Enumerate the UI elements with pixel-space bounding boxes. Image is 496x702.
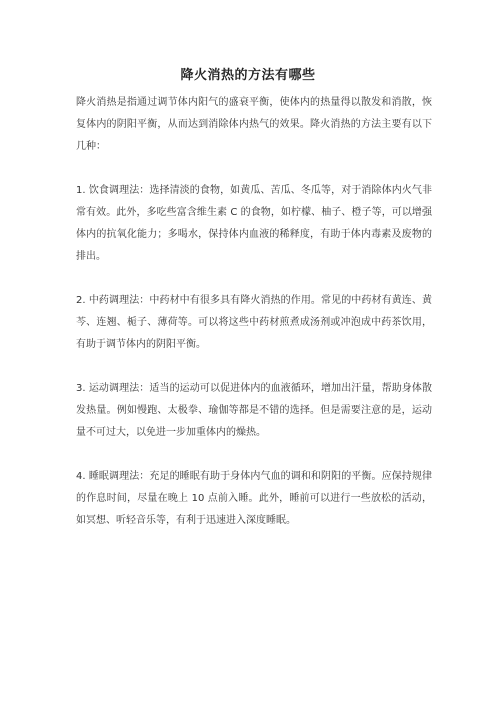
paragraph-spacer	[76, 356, 432, 378]
section-diet-paragraph: 1. 饮食调理法：选择清淡的食物，如黄瓜、苦瓜、冬瓜等，对于消除体内火气非常有效。此外，多吃些富含维生素 C 的食物，如柠檬、柚子、橙子等，可以增强体内的抗氧化能力；多喝水，保持体内血液的稀释度，有助于体内毒素及废物的排出。	[76, 185, 432, 262]
section-sleep-paragraph: 4. 睡眠调理法：充足的睡眠有助于身体内气血的调和和阴阳的平衡。应保持规律的作息时间，尽量在晚上 10 点前入睡。此外，睡前可以进行一些放松的活动，如冥想、听轻音乐等，有利于迅速进入深度睡眠。	[76, 471, 432, 526]
section-herbal-paragraph: 2. 中药调理法：中药材中有很多具有降火消热的作用。常见的中药材有黄连、黄芩、连翘、栀子、薄荷等。可以将这些中药材煎煮成汤剂或冲泡成中药茶饮用，有助于调节体内的阴阳平衡。	[76, 295, 432, 350]
paragraph-spacer	[76, 158, 432, 180]
paragraph-spacer	[76, 268, 432, 290]
section-exercise-paragraph: 3. 运动调理法：适当的运动可以促进体内的血液循环，增加出汗量，帮助身体散发热量。例如慢跑、太极拳、瑜伽等都是不错的选择。但是需要注意的是，运动量不可过大，以免进一步加重体内的燥热。	[76, 383, 432, 438]
document-body	[76, 92, 432, 532]
paragraph-spacer	[76, 444, 432, 466]
document-title: 降火消热的方法有哪些	[180, 68, 316, 83]
intro-paragraph: 降火消热是指通过调节体内阳气的盛衰平衡，使体内的热量得以散发和消散，恢复体内的阴阳平衡，从而达到消除体内热气的效果。降火消热的方法主要有以下几种：	[76, 97, 432, 152]
